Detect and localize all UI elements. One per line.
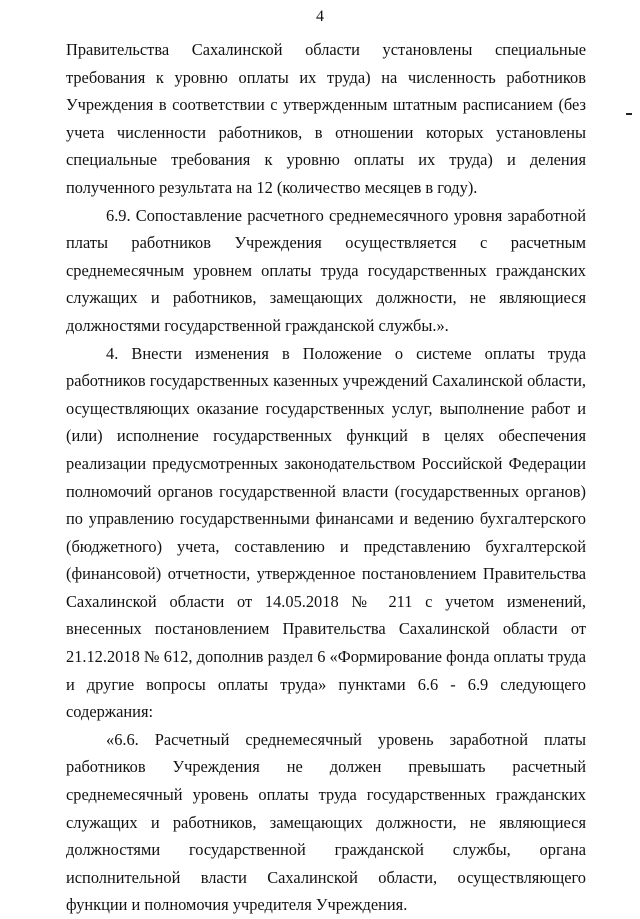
paragraph-6-9: 6.9. Сопоставление расчетного среднемесячного уровня заработной платы работников Учреждения осуществляется с расчетным среднемесячным уровнем оплаты труда государственных гражданских служащих и работников, замещающих должности, не являющиеся должностями государственной гражданской службы.».: [66, 205, 586, 335]
paragraph-item-4: 4. Внести изменения в Положение о системе оплаты труда работников государственных казенных учреждений Сахалинской области, осуществляющих оказание государственных услуг, выполнение работ и (или) исполнение государственных функций в целях обеспечения реализации предусмотренных законодательством Российской Федерации полномочий органов государственной власти (государственных органов) по управлению государственными финансами и ведению бухгалтерского (бюджетного) учета, составлению и представлению бухгалтерской (финансовой) отчетности, утвержденное постановлением Правительства Сахалинской области от 14.05.2018 № 211 с учетом изменений, внесенных постановлением Правительства Сахалинской области от 21.12.2018 № 612, дополнив раздел 6 «Формирование фонда оплаты труда и другие вопросы оплаты труда» пунктами 6.6 - 6.9 следующего содержания:: [66, 343, 586, 722]
page-number: 4: [316, 8, 324, 25]
paragraph-continuation: Правительства Сахалинской области установлены специальные требования к уровню оплаты их труда) на численность работников Учреждения в соответствии с утвержденным штатным расписанием (без учета численности работников, в отношении которых установлены специальные требования к уровню оплаты их труда) и деления полученного результата на 12 (количество месяцев в году).: [66, 40, 586, 197]
document-body: [66, 36, 586, 919]
paragraph-6-6: «6.6. Расчетный среднемесячный уровень заработной платы работников Учреждения не должен превышать расчетный среднемесячный уровень оплаты труда государственных гражданских служащих и работников, замещающих должности, не являющиеся должностями государственной гражданской службы, органа исполнительной власти Сахалинской области, осуществляющего функции и полномочия учредителя Учреждения.: [66, 729, 586, 915]
scan-mark: [626, 113, 632, 115]
